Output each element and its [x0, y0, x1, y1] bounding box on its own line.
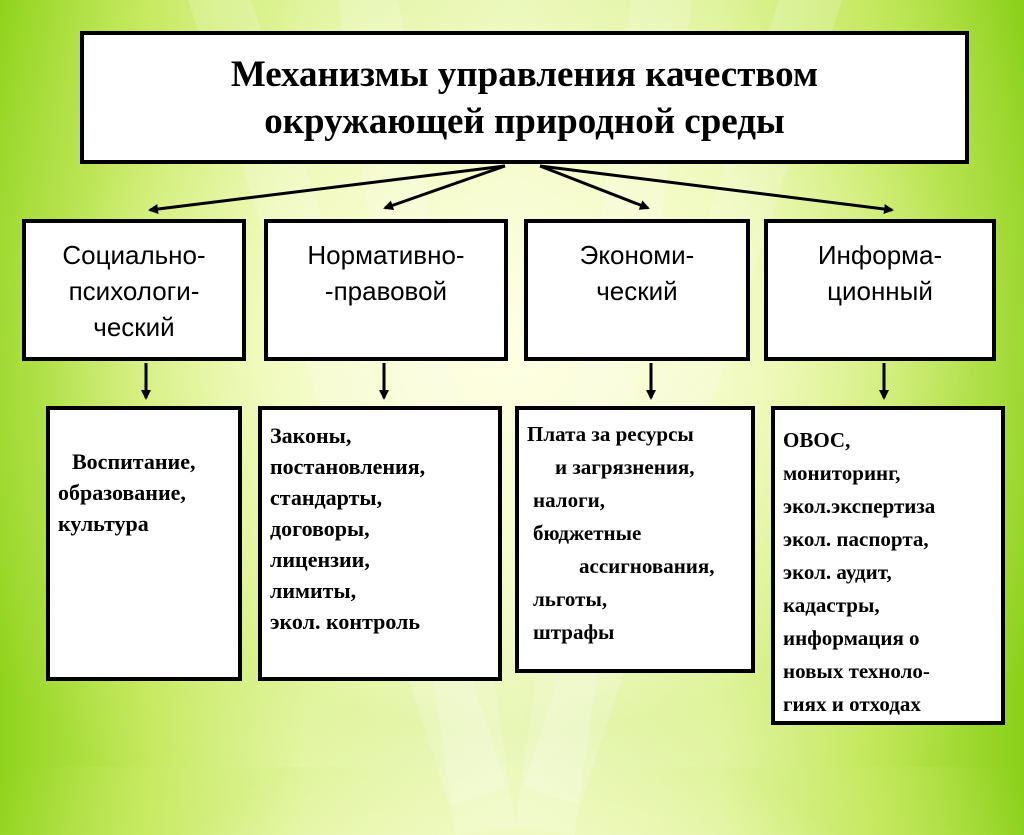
- detail-line: Законы,: [270, 423, 352, 448]
- category-line: ционный: [827, 276, 933, 306]
- detail-line: культура: [58, 511, 149, 536]
- detail-line: льготы,: [533, 587, 608, 611]
- detail-line: экол. паспорта,: [783, 527, 929, 551]
- category-line: Информа-: [817, 240, 943, 270]
- category-line: Экономи-: [579, 240, 695, 270]
- detail-line: Плата за ресурсы: [527, 422, 694, 446]
- detail-line: кадастры,: [783, 593, 880, 617]
- detail-line: информация о: [783, 626, 920, 650]
- detail-line: налоги,: [533, 488, 605, 512]
- details-normative-legal: [258, 406, 502, 681]
- title-box: [80, 31, 969, 164]
- detail-line: договоры,: [270, 516, 370, 541]
- detail-line: экол.экспертиза: [783, 494, 936, 518]
- detail-line: ОВОС,: [783, 428, 851, 452]
- category-line: Социально-: [62, 240, 206, 270]
- category-line: -правовой: [324, 276, 448, 306]
- detail-line: штрафы: [533, 620, 615, 644]
- detail-line: лимиты,: [270, 578, 357, 603]
- category-informational: [764, 219, 996, 361]
- detail-line: постановления,: [270, 454, 426, 479]
- category-economic: [524, 219, 750, 361]
- details-informational: [771, 406, 1005, 725]
- detail-line: экол. контроль: [270, 609, 421, 634]
- detail-line: лицензии,: [270, 547, 370, 572]
- detail-line: бюджетные: [533, 521, 642, 545]
- title-line-1: Механизмы управления качеством: [230, 53, 819, 95]
- detail-line: гиях и отходах: [783, 692, 921, 716]
- detail-line: ассигнования,: [579, 554, 715, 578]
- arrow-to-social: [150, 166, 505, 210]
- detail-line: и загрязнения,: [555, 455, 695, 479]
- category-line: ческий: [596, 276, 678, 306]
- title-line-2: окружающей природной среды: [264, 100, 785, 142]
- detail-line: новых техноло-: [783, 659, 930, 683]
- details-social-psychological: [46, 406, 242, 681]
- detail-line: образование,: [58, 480, 186, 505]
- detail-line: Воспитание,: [72, 449, 196, 474]
- details-economic: [515, 406, 755, 673]
- category-line: психологи-: [68, 276, 200, 306]
- detail-line: мониторинг,: [783, 461, 901, 485]
- category-social-psychological: [22, 219, 246, 361]
- category-line: ческий: [93, 312, 175, 342]
- category-line: Нормативно-: [307, 240, 465, 270]
- detail-line: стандарты,: [270, 485, 383, 510]
- detail-line: экол. аудит,: [783, 560, 892, 584]
- category-normative-legal: [264, 219, 508, 361]
